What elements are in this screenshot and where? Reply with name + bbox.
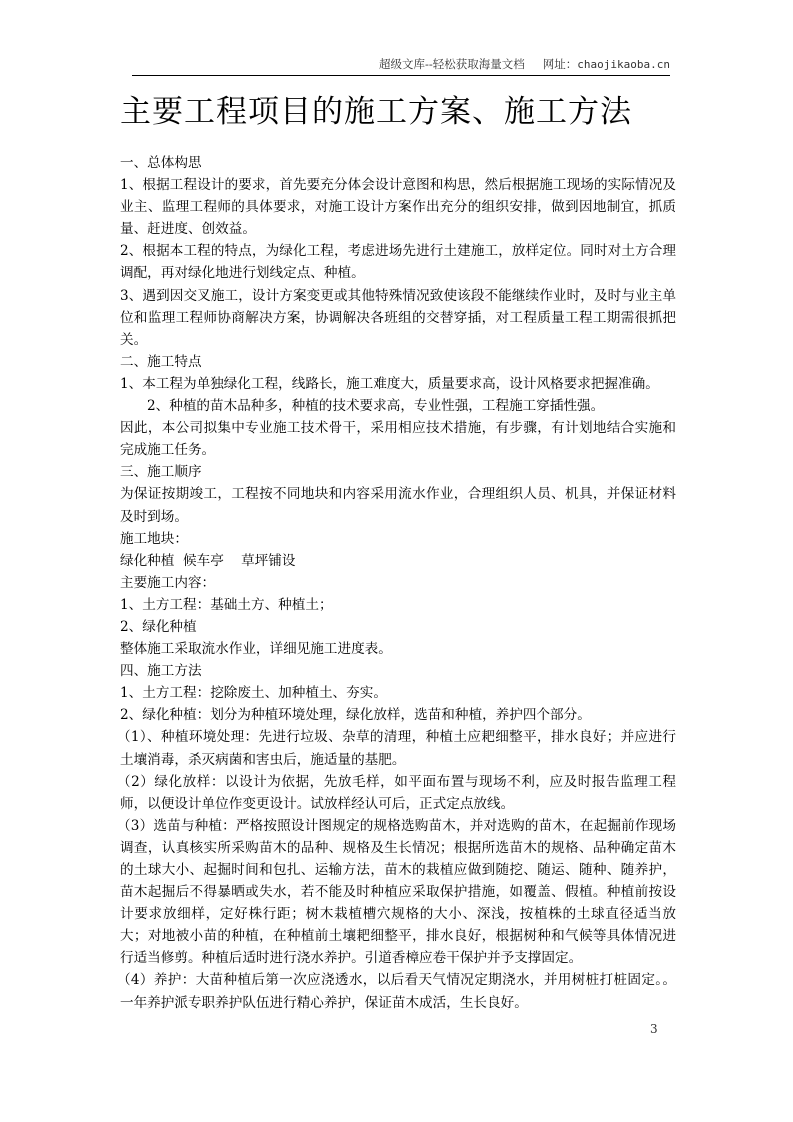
paragraph: 主要施工内容： bbox=[120, 574, 216, 591]
section-heading-sequence: 三、施工顺序 bbox=[120, 464, 202, 481]
header-site-name: 超级文库--轻松获取海量文档 bbox=[379, 57, 525, 71]
paragraph: 2、绿化种植 bbox=[120, 618, 197, 635]
paragraph: 3、遇到因交叉施工，设计方案变更或其他特殊情况致使该段不能继续作业时，及时与业主单位和监理工程师协商解决方案，协调解决各班组的交替穿插，对工程质量工程工期需很抓把关。 bbox=[120, 287, 676, 348]
paragraph: 1、根据工程设计的要求，首先要充分体会设计意图和构思，然后根据施工现场的实际情况及业主、监理工程师的具体要求，对施工设计方案作出充分的组织安排，做到因地制宜，抓质量、赶进度、创效益。 bbox=[120, 177, 676, 238]
paragraph: 因此，本公司拟集中专业施工技术骨干，采用相应技术措施，有步骤，有计划地结合实施和完成施工任务。 bbox=[120, 420, 676, 459]
paragraph: （2）绿化放样：以设计为依据，先放毛样，如平面布置与现场不利，应及时报告监理工程师，以便设计单位作变更设计。试放样经认可后，正式定点放线。 bbox=[117, 773, 676, 812]
paragraph: 1、土方工程：挖除废土、加种植土、夯实。 bbox=[120, 685, 387, 702]
paragraph: （3）选苗与种植：严格按照设计图规定的规格选购苗木，并对选购的苗木，在起掘前作现场调查，认真核实所采购苗木的品种、规格及生长情况；根据所选苗木的规格、品种确定苗木的土球大小、起掘时间和包扎、运输方法，苗木的栽植应做到随挖、随运、随种、随养护，苗木起掘后不得暴晒或失水，若不能及时种植应采取保护措施，如覆盖、假植。种植前按设计要求放细样，定好株行距；树木栽植槽穴规格的大小、深浅，按植株的土球直径适当放大；对地被小苗的种植，在种植前土壤耙细整平，排水良好，根据树种和气候等具体情况进行适当修剪。种植后适时进行浇水养护。引道香樟应卷干保护并予支撑固定。 bbox=[117, 817, 676, 967]
paragraph: 绿化种植 候车亭 草坪铺设 bbox=[120, 552, 296, 569]
page-header bbox=[132, 56, 670, 76]
paragraph: 2、绿化种植：划分为种植环境处理，绿化放样，选苗和种植，养护四个部分。 bbox=[120, 707, 591, 724]
paragraph: 1、本工程为单独绿化工程，线路长，施工难度大，质量要求高，设计风格要求把握准确。 bbox=[120, 375, 659, 392]
header-url: chaojikaoba.cn bbox=[577, 58, 670, 71]
paragraph: 整体施工采取流水作业，详细见施工进度表。 bbox=[120, 641, 392, 658]
paragraph: （4）养护：大苗种植后第一次应浇透水，以后看天气情况定期浇水，并用树桩打桩固定。。一年养护派专职养护队伍进行精心养护，保证苗木成活，生长良好。 bbox=[117, 972, 676, 1011]
section-heading-methods: 四、施工方法 bbox=[120, 663, 202, 680]
document-title: 主要工程项目的施工方案、施工方法 bbox=[120, 94, 632, 130]
page-number: 3 bbox=[650, 1022, 658, 1036]
paragraph: 2、根据本工程的特点，为绿化工程，考虑进场先进行土建施工，放样定位。同时对土方合理调配，再对绿化地进行划线定点、种植。 bbox=[120, 243, 676, 282]
header-url-label: 网址： bbox=[542, 57, 578, 71]
paragraph: （1）、种植环境处理：先进行垃圾、杂草的清理，种植土应耙细整平，排水良好；并应进行土壤消毒，杀灭病菌和害虫后，施适量的基肥。 bbox=[117, 729, 676, 768]
document-body bbox=[117, 152, 676, 1014]
paragraph: 为保证按期竣工，工程按不同地块和内容采用流水作业，合理组织人员、机具，并保证材料及时到场。 bbox=[120, 486, 676, 525]
section-heading-features: 二、施工特点 bbox=[120, 353, 202, 370]
paragraph: 施工地块： bbox=[120, 530, 188, 547]
section-heading-overall-concept: 一、总体构思 bbox=[120, 155, 202, 171]
paragraph: 1、土方工程：基础土方、种植土； bbox=[120, 596, 333, 613]
paragraph: 2、种植的苗木品种多，种植的技术要求高，专业性强，工程施工穿插性强。 bbox=[147, 398, 605, 415]
